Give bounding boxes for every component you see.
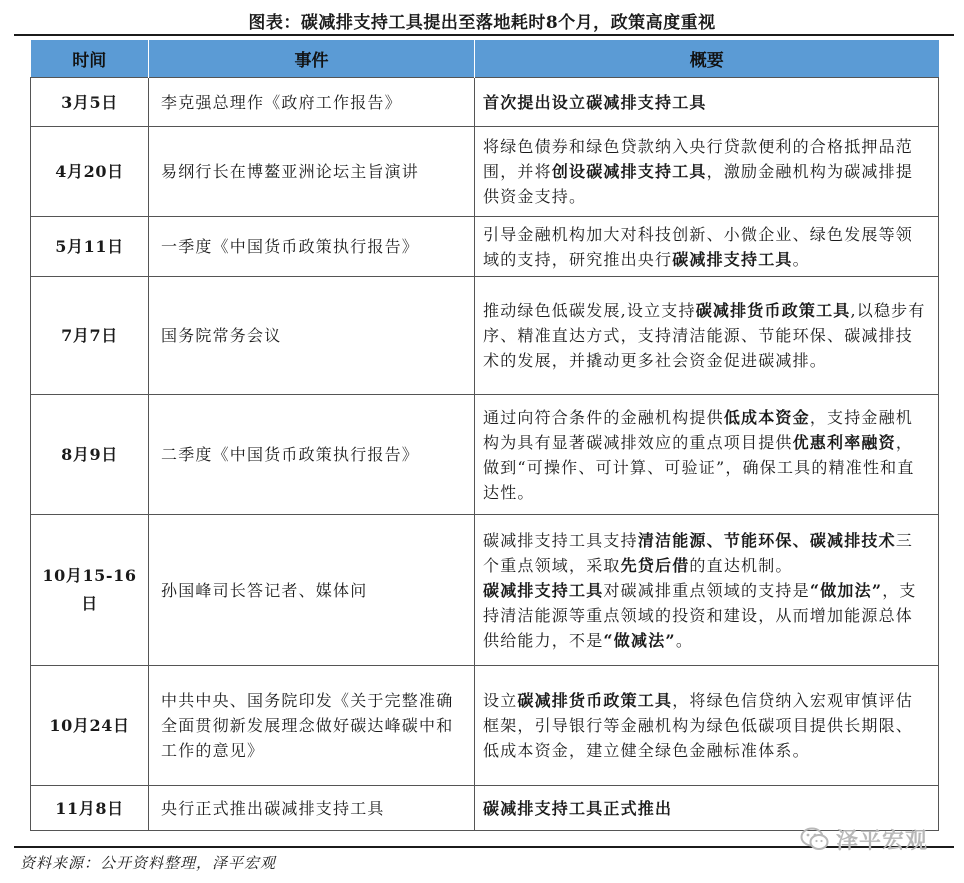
summary-text: ，激励金融机构为碳减排提供资金支持。 xyxy=(483,162,914,206)
wechat-icon xyxy=(800,826,830,852)
summary-text: ，将绿色信贷纳入宏观审慎评估框架，引导银行等金融机构为绿色低碳项目提供长期限、低成本资金，建立健全绿色金融标准体系。 xyxy=(483,691,914,760)
summary-emphasis: 碳减排支持工具 xyxy=(483,580,604,600)
cell-date: 8月9日 xyxy=(31,395,149,515)
summary-text: 。 xyxy=(792,249,810,269)
table-row xyxy=(31,217,939,277)
summary-emphasis: 碳减排支持工具 xyxy=(672,249,793,269)
summary-emphasis: “做减法” xyxy=(603,630,676,650)
watermark-text: 泽平宏观 xyxy=(836,828,929,854)
header-date: 时间 xyxy=(31,40,149,78)
header-event: 事件 xyxy=(149,40,475,78)
summary-emphasis: 碳减排货币政策工具 xyxy=(517,691,673,710)
cell-date: 11月8日 xyxy=(31,786,149,831)
cell-date: 5月11日 xyxy=(31,217,149,277)
cell-event: 央行正式推出碳减排支持工具 xyxy=(149,786,475,831)
summary-text: 的直达机制。 xyxy=(689,555,793,575)
table-row xyxy=(31,277,939,395)
events-table xyxy=(30,40,939,831)
cell-summary xyxy=(475,395,939,515)
cell-date: 10月15-16日 xyxy=(31,515,149,666)
summary-text: 设立 xyxy=(483,691,518,710)
summary-text: 对碳减排重点领域的支持是 xyxy=(603,580,810,600)
table-body xyxy=(31,78,939,831)
cell-event: 李克强总理作《政府工作报告》 xyxy=(149,78,475,127)
cell-event: 国务院常务会议 xyxy=(149,277,475,395)
cell-event: 易纲行长在博鳌亚洲论坛主旨演讲 xyxy=(149,127,475,217)
cell-event: 中共中央、国务院印发《关于完整准确全面贯彻新发展理念做好碳达峰碳中和工作的意见》 xyxy=(149,666,475,786)
summary-emphasis: 创设碳减排支持工具 xyxy=(551,162,707,181)
summary-emphasis: 低成本资金 xyxy=(723,407,810,427)
table-row xyxy=(31,515,939,666)
cell-summary xyxy=(475,277,939,395)
cell-summary xyxy=(475,127,939,217)
summary-text: 三个重点领域，采取 xyxy=(483,530,914,575)
figure-title: 图表：碳减排支持工具提出至落地耗时8个月，政策高度重视 xyxy=(248,13,716,33)
cell-summary xyxy=(475,666,939,786)
summary-text: 通过向符合条件的金融机构提供 xyxy=(483,407,724,427)
cell-summary xyxy=(475,217,939,277)
summary-text: 引导金融机构加大对科技创新、小微企业、绿色发展等领域的支持，研究推出央行 xyxy=(483,224,914,269)
summary-emphasis: 先贷后借 xyxy=(620,555,690,575)
summary-emphasis: 碳减排支持工具正式推出 xyxy=(483,798,673,818)
table-header-row xyxy=(31,40,939,78)
summary-text: 将绿色债券和绿色贷款纳入央行贷款便利的合格抵押品范围，并将 xyxy=(483,137,914,181)
summary-text: ,以稳步有序、精准直达方式，支持清洁能源、节能环保、碳减排技术的发展，并撬动更多社会资金促进碳减排。 xyxy=(483,301,926,370)
cell-date: 7月7日 xyxy=(31,277,149,395)
cell-date: 4月20日 xyxy=(31,127,149,217)
top-rule xyxy=(14,34,954,36)
cell-date: 3月5日 xyxy=(31,78,149,127)
summary-emphasis: 清洁能源、节能环保、碳减排技术 xyxy=(637,530,896,550)
cell-summary xyxy=(475,78,939,127)
summary-text: ，支持清洁能源等重点领域的投资和建设，从而增加能源总体供给能力，不是 xyxy=(483,580,917,650)
summary-text: 推动绿色低碳发展,设立支持 xyxy=(483,301,696,320)
summary-emphasis: 碳减排货币政策工具 xyxy=(695,301,851,320)
summary-text: 碳减排支持工具支持 xyxy=(483,530,638,550)
cell-event: 孙国峰司长答记者、媒体问 xyxy=(149,515,475,666)
summary-emphasis: 首次提出设立碳减排支持工具 xyxy=(483,92,707,112)
watermark xyxy=(800,822,928,856)
summary-text: 。 xyxy=(675,630,694,650)
cell-date: 10月24日 xyxy=(31,666,149,786)
summary-text: ，支持金融机构为具有显著碳减排效应的重点项目提供 xyxy=(483,407,914,452)
header-summary: 概要 xyxy=(475,40,939,78)
table-row xyxy=(31,127,939,217)
summary-text: ，做到“可操作、可计算、可验证”，确保工具的精准性和直达性。 xyxy=(483,432,915,502)
source-note: 资料来源：公开资料整理，泽平宏观 xyxy=(20,854,277,872)
table-row xyxy=(31,666,939,786)
table-row xyxy=(31,78,939,127)
summary-emphasis: 优惠利率融资 xyxy=(792,432,896,452)
cell-summary xyxy=(475,515,939,666)
cell-event: 一季度《中国货币政策执行报告》 xyxy=(149,217,475,277)
table-row xyxy=(31,395,939,515)
cell-event: 二季度《中国货币政策执行报告》 xyxy=(149,395,475,515)
summary-emphasis: “做加法” xyxy=(809,580,883,600)
